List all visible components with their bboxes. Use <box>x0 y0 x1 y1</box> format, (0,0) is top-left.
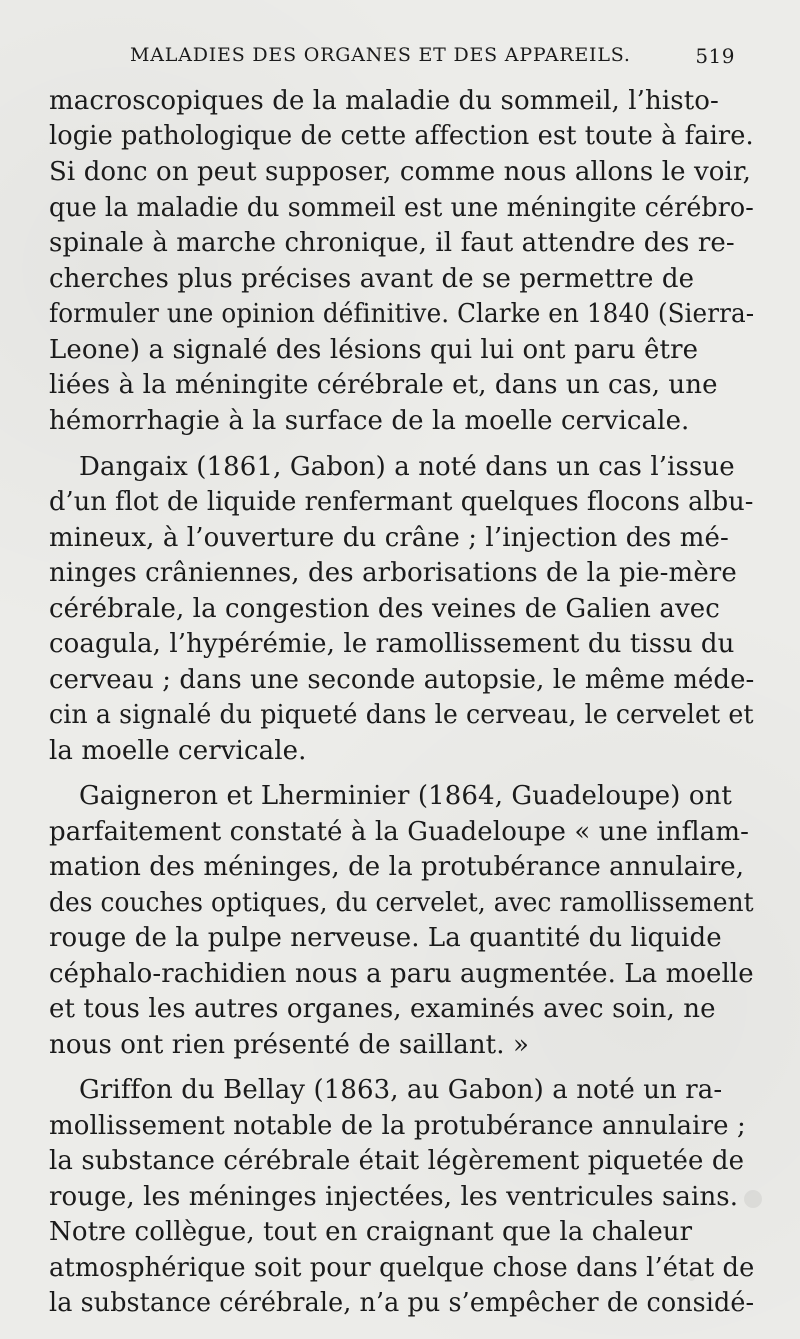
page-number: 519 <box>695 44 735 68</box>
text-line-content: rouge de la pulpe nerveuse. La quantité du liquide <box>49 923 722 953</box>
text-line <box>0 261 800 297</box>
text-line <box>0 991 800 1027</box>
text-line-content: la substance cérébrale était légèrement piquetée de <box>49 1146 745 1176</box>
text-line-content: hémorrhagie à la surface de la moelle cervicale. <box>49 406 690 436</box>
text-line-content: parfaitement constaté à la Guadeloupe « une inflam- <box>49 817 749 847</box>
text-line <box>0 1285 800 1321</box>
text-line-content: céphalo-rachidien nous a paru augmentée. La moelle <box>49 959 754 989</box>
text-line-content: des couches optiques, du cervelet, avec ramollissement <box>49 888 754 918</box>
text-line <box>0 626 800 662</box>
text-line <box>0 367 800 403</box>
scan-dust <box>688 1274 695 1281</box>
text-line <box>0 332 800 368</box>
text-line <box>0 1250 800 1286</box>
text-line <box>0 484 800 520</box>
text-line-content: Gaigneron et Lherminier (1864, Guadeloupe) ont <box>79 781 732 811</box>
text-line-content: Si donc on peut supposer, comme nous allons le voir, <box>49 157 751 187</box>
text-line-content: rouge, les méninges injectées, les ventricules sains. <box>49 1182 739 1212</box>
text-line <box>0 1027 800 1063</box>
running-title: MALADIES DES ORGANES ET DES APPAREILS. <box>130 44 631 66</box>
text-line <box>0 591 800 627</box>
text-line <box>0 1214 800 1250</box>
running-header <box>130 44 735 72</box>
text-line <box>0 849 800 885</box>
text-line-content: cin a signalé du piqueté dans le cerveau, le cervelet et <box>49 700 754 730</box>
text-line <box>0 814 800 850</box>
text-line <box>0 697 800 733</box>
text-line-content: Leone) a signalé des lésions qui lui ont paru être <box>49 335 699 365</box>
text-line <box>0 662 800 698</box>
text-line-content: Griffon du Bellay (1863, au Gabon) a noté un ra- <box>79 1075 723 1105</box>
text-line <box>0 778 800 814</box>
scan-dust <box>744 1190 762 1208</box>
text-line-content: macroscopiques de la maladie du sommeil, l’histo- <box>49 86 719 116</box>
text-line-content: cérébrale, la congestion des veines de Galien avec <box>49 594 720 624</box>
text-line-content: et tous les autres organes, examinés avec soin, ne <box>49 994 716 1024</box>
text-line-content: logie pathologique de cette affection est toute à faire. <box>49 121 754 151</box>
text-line-content: formuler une opinion définitive. Clarke en 1840 (Sierra- <box>49 299 755 329</box>
text-line <box>0 1072 800 1108</box>
text-line-content: la moelle cervicale. <box>49 736 307 766</box>
text-line <box>0 449 800 485</box>
text-line-content: Dangaix (1861, Gabon) a noté dans un cas l’issue <box>79 452 735 482</box>
text-line <box>0 956 800 992</box>
text-line <box>0 1108 800 1144</box>
text-line-content: d’un flot de liquide renfermant quelques flocons albu- <box>49 487 754 517</box>
text-line <box>0 225 800 261</box>
text-line <box>0 555 800 591</box>
text-line-content: mollissement notable de la protubérance annulaire ; <box>49 1111 746 1141</box>
text-line-content: mation des méninges, de la protubérance annulaire, <box>49 852 745 882</box>
text-line-content: que la maladie du sommeil est une méningite cérébro- <box>49 193 754 223</box>
text-line <box>0 920 800 956</box>
text-line <box>0 118 800 154</box>
text-line <box>0 403 800 439</box>
text-line <box>0 1179 800 1215</box>
text-line <box>0 1143 800 1179</box>
text-line-content: la substance cérébrale, n’a pu s’empêcher de considé- <box>49 1288 755 1318</box>
text-line <box>0 190 800 226</box>
text-line <box>0 520 800 556</box>
text-line-content: atmosphérique soit pour quelque chose dans l’état de <box>49 1253 755 1283</box>
text-line-content: spinale à marche chronique, il faut attendre des re- <box>49 228 735 258</box>
text-line <box>0 296 800 332</box>
text-line <box>0 83 800 119</box>
text-line <box>0 154 800 190</box>
text-line-content: Notre collègue, tout en craignant que la chaleur <box>49 1217 693 1247</box>
text-line-content: mineux, à l’ouverture du crâne ; l’injection des mé- <box>49 523 729 553</box>
text-line-content: nous ont rien présenté de saillant. » <box>49 1030 529 1060</box>
text-line-content: liées à la méningite cérébrale et, dans un cas, une <box>49 370 718 400</box>
text-line-content: coagula, l’hypérémie, le ramollissement du tissu du <box>49 629 735 659</box>
text-line-content: cherches plus précises avant de se permettre de <box>49 264 695 294</box>
text-line-content: ninges crâniennes, des arborisations de la pie-mère <box>49 558 737 588</box>
text-line <box>0 733 800 769</box>
text-line-content: cerveau ; dans une seconde autopsie, le même méde- <box>49 665 755 695</box>
text-line <box>0 885 800 921</box>
